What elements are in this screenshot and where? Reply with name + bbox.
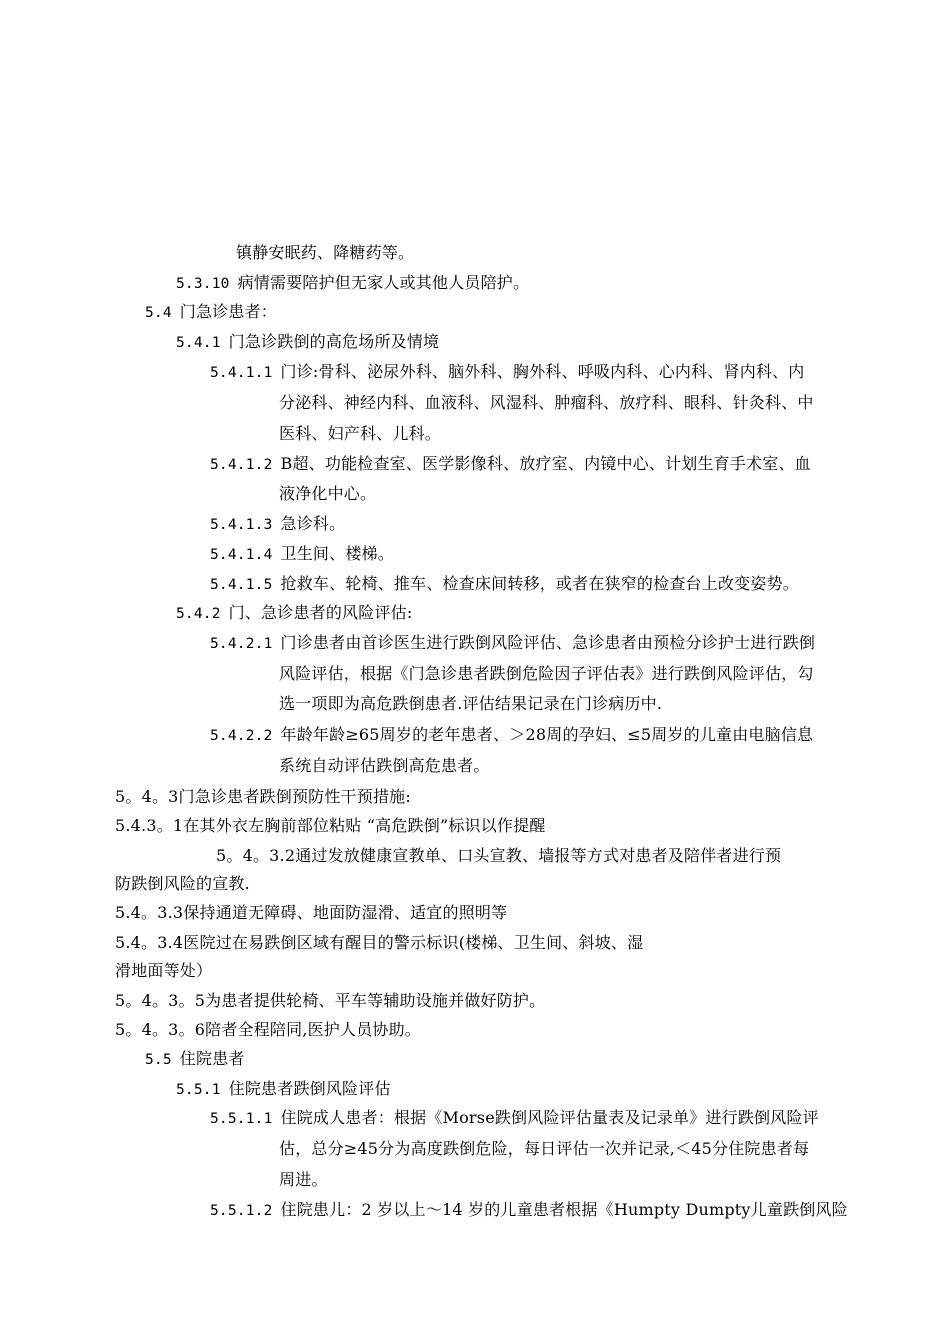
text-line: 医科、妇产科、儿科。 xyxy=(279,424,442,443)
section-5-4-heading: 5.4 门急诊患者： xyxy=(145,302,277,321)
text-line: 风险评估，根据《门急诊患者跌倒危险因子评估表》进行跌倒风险评估，勾 xyxy=(279,664,814,683)
text-line: 滑地面等处） xyxy=(115,961,213,980)
section-5-4-2: 5.4.2 门、急诊患者的风险评估: xyxy=(176,603,413,622)
text-line: 防跌倒风险的宣教. xyxy=(115,874,250,893)
section-5-4-2-1: 5.4.2.1 门诊患者由首诊医生进行跌倒风险评估、急诊患者由预检分诊护士进行跌倒 xyxy=(210,633,816,652)
section-5-4-3-5: 5。4。3。5为患者提供轮椅、平车等辅助设施并做好防护。 xyxy=(115,991,546,1010)
text-line: 周进。 xyxy=(279,1170,328,1189)
section-5-4-1-4: 5.4.1.4 卫生间、楼梯。 xyxy=(210,544,394,563)
text-line: 镇静安眠药、降糖药等。 xyxy=(236,243,415,262)
section-5-4-3-2: 5。4。3.2通过发放健康宣教单、口头宣教、墙报等方式对患者及陪伴者进行预 xyxy=(216,846,782,865)
section-5-5-1-1: 5.5.1.1 住院成人患者：根据《Morse跌倒风险评估量表及记录单》进行跌倒风险评 xyxy=(210,1108,819,1127)
section-5-5-heading: 5.5 住院患者 xyxy=(145,1049,245,1068)
section-5-4-3-1: 5.4.3。1在其外衣左胸前部位粘贴 “高危跌倒”标识以作提醒 xyxy=(115,816,546,835)
section-5-3-10: 5.3.10 病情需要陪护但无家人或其他人员陪护。 xyxy=(176,273,530,292)
text-line: 分泌科、神经内科、血液科、风湿科、肿瘤科、放疗科、眼科、针灸科、中 xyxy=(279,393,814,412)
section-5-4-3-3: 5.4。3.3保持通道无障碍、地面防湿滑、适宜的照明等 xyxy=(115,903,508,922)
section-5-4-1-5: 5.4.1.5 抢救车、轮椅、推车、检查床间转移，或者在狭窄的检查台上改变姿势。 xyxy=(210,574,799,593)
section-5-5-1: 5.5.1 住院患者跌倒风险评估 xyxy=(176,1079,391,1098)
section-5-4-1-1: 5.4.1.1 门诊:骨科、泌尿外科、脑外科、胸外科、呼吸内科、心内科、肾内科、内 xyxy=(210,362,805,381)
section-5-4-3-6: 5。4。3。6陪者全程陪同,医护人员协助。 xyxy=(115,1020,422,1039)
section-5-4-1-2: 5.4.1.2 B超、功能检查室、医学影像科、放疗室、内镜中心、计划生育手术室、血 xyxy=(210,454,811,473)
section-5-4-2-2: 5.4.2.2 年龄年龄≥65周岁的老年患者、＞28周的孕妇、≤5周岁的儿童由电脑信息 xyxy=(210,725,814,744)
text-line: 系统自动评估跌倒高危患者。 xyxy=(279,756,490,775)
section-5-4-1-3: 5.4.1.3 急诊科。 xyxy=(210,514,346,533)
text-line: 液净化中心。 xyxy=(279,484,377,503)
section-5-4-3-heading: 5。4。3门急诊患者跌倒预防性干预措施: xyxy=(115,787,411,806)
text-line: 估，总分≥45分为高度跌倒危险，每日评估一次并记录,＜45分住院患者每 xyxy=(279,1139,810,1158)
section-5-4-3-4: 5.4。3.4医院过在易跌倒区域有醒目的警示标识(楼梯、卫生间、斜坡、湿 xyxy=(115,933,644,952)
section-5-5-1-2: 5.5.1.2 住院患儿：2 岁以上～14 岁的儿童患者根据《Humpty Dumpty儿童跌倒风险 xyxy=(210,1200,848,1219)
section-5-4-1: 5.4.1 门急诊跌倒的高危场所及情境 xyxy=(176,332,440,351)
text-line: 选一项即为高危跌倒患者.评估结果记录在门诊病历中. xyxy=(279,694,663,713)
